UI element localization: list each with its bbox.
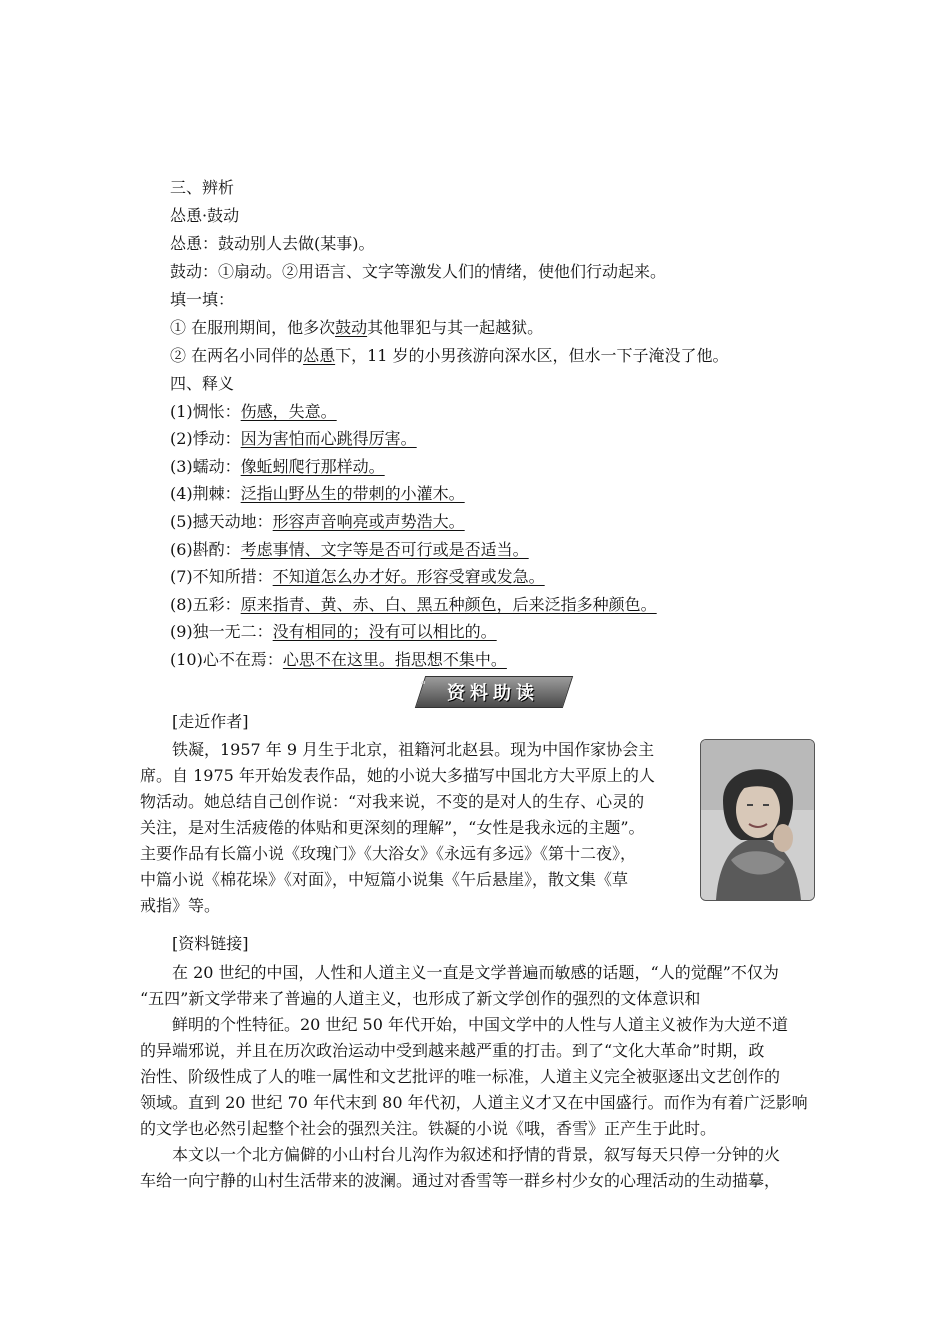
section-heading-definitions: 四、释义 xyxy=(170,374,235,393)
definition-item: (1)惆怅：伤感，失意。 xyxy=(170,402,337,421)
banner-title: 资料助读 xyxy=(447,683,539,704)
definition-item: (4)荆棘：泛指山野丛生的带刺的小灌木。 xyxy=(170,484,465,503)
link-paragraph: 在 20 世纪的中国，人性和人道主义一直是文学普遍而敏感的话题，“人的觉醒”不仅为 “五四”新文学带来了普遍的人道主义，也形成了新文学创作的强烈的文体意识和 鲜明的个性特征。20 世纪 50 年代开始，中国文学中的人性与人道主义被作为大逆不道 的异端邪说，并且在历次政治运动中受到越来越严重的打击。到了“文化大革命”时期，政 治性、阶级性成了人的唯一属性和文艺批评的唯一标准，人道主义完全被驱逐出文艺创作的 领域。直到 20 世纪 70 年代末到 80 年代初，人道主义才又在中国盛行。而作为有着广泛影响 的文学也必然引起整个社会的强烈关注。铁凝的小说《哦，香雪》正产生于此时。 本文以一个北方偏僻的小山村台儿沟作为叙述和抒情的背景，叙写每天只停一分钟的火 车给一向宁静的山村生活带来的波澜。通过对香雪等一群乡村少女的心理活动的生动描摹， xyxy=(140,963,808,1190)
definition-songyong: 怂恿：鼓动别人去做(某事)。 xyxy=(170,234,375,253)
section-banner xyxy=(420,676,566,710)
definition-item: (9)独一无二：没有相同的；没有可以相比的。 xyxy=(170,622,497,641)
word-pair: 怂恿·鼓动 xyxy=(170,206,240,225)
fill-in-answer: 怂恿 xyxy=(303,346,336,365)
author-paragraph: 铁凝，1957 年 9 月生于北京，祖籍河北赵县。现为中国作家协会主 席。自 1975 年开始发表作品，她的小说大多描写中国北方大平原上的人 物活动。她总结自己创作说：“对我来说，不变的是对人的生存、心灵的 关注，是对生活疲倦的体贴和更深刻的理解”，“女性是我永远的主题”。 主要作品有长篇小说《玫瑰门》《大浴女》《永远有多远》《第十二夜》， 中篇小说《棉花垛》《对面》，中短篇小说集《午后悬崖》，散文集《草 戒指》等。 xyxy=(140,740,655,915)
definition-gudong: 鼓动：①扇动。②用语言、文字等激发人们的情绪，使他们行动起来。 xyxy=(170,262,667,281)
author-portrait-icon xyxy=(701,740,814,900)
definition-item: (8)五彩：原来指青、黄、赤、白、黑五种颜色，后来泛指多种颜色。 xyxy=(170,595,657,614)
definition-item: (5)撼天动地：形容声音响亮或声势浩大。 xyxy=(170,512,465,531)
definition-item: (3)蠕动：像蚯蚓爬行那样动。 xyxy=(170,457,385,476)
definition-item: (10)心不在焉：心思不在这里。指思想不集中。 xyxy=(170,650,507,669)
fill-in-label: 填一填： xyxy=(170,290,235,309)
author-heading: [走近作者] xyxy=(172,712,249,731)
definition-item: (6)斟酌：考虑事情、文字等是否可行或是否适当。 xyxy=(170,540,529,559)
section-heading-discrimination: 三、辨析 xyxy=(170,178,235,197)
fill-in-sentence-2: ② 在两名小同伴的怂恿下，11 岁的小男孩游向深水区，但水一下子淹没了他。 xyxy=(170,346,729,365)
quote-mark-icon: “ xyxy=(420,679,427,693)
definition-item: (2)悸动：因为害怕而心跳得厉害。 xyxy=(170,429,417,448)
author-photo xyxy=(700,739,815,901)
link-heading: [资料链接] xyxy=(172,934,249,953)
definition-item: (7)不知所措：不知道怎么办才好。形容受窘或发急。 xyxy=(170,567,545,586)
fill-in-answer: 鼓动 xyxy=(335,318,368,337)
fill-in-sentence-1: ① 在服刑期间，他多次鼓动其他罪犯与其一起越狱。 xyxy=(170,318,544,337)
